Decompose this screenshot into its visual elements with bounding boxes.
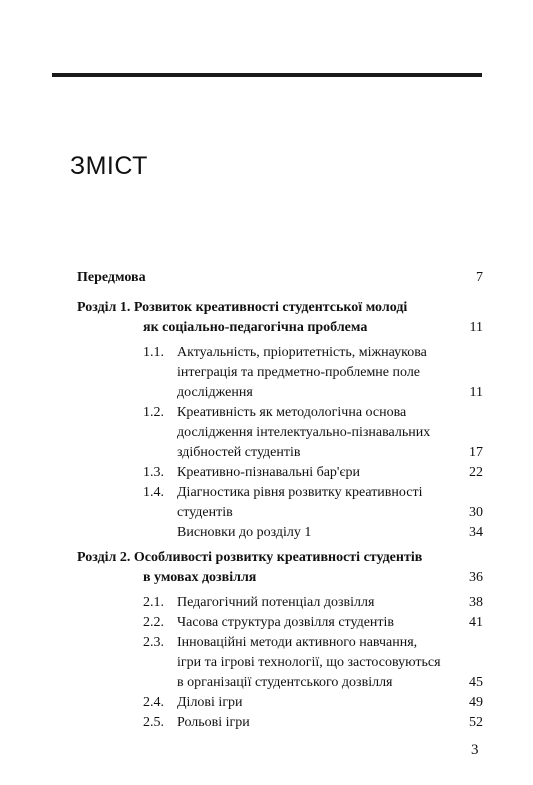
toc-entry-title: як соціально-педагогічна проблема (143, 320, 368, 335)
toc-page-number: 52 (469, 715, 483, 730)
chapter-number: Розділ 2. (77, 550, 131, 565)
toc-entry-title: Висновки до розділу 1 (177, 525, 312, 540)
toc-page-number: 11 (469, 320, 483, 335)
toc-entry-title: Діагностика рівня розвитку креативності (177, 485, 423, 500)
toc-entry-title: Актуальність, пріоритетність, міжнаукова (177, 345, 427, 360)
toc-entry-title: в умовах дозвілля (143, 570, 257, 585)
toc-entry-section-1-1[interactable] (143, 343, 483, 363)
toc-entry-section-1-1-cont[interactable] (177, 383, 483, 403)
toc-page-number: 11 (469, 385, 483, 400)
toc-entry-section-2-5[interactable] (143, 713, 483, 733)
section-number: 1.1. (143, 345, 164, 360)
toc-page-number: 22 (469, 465, 483, 480)
section-number: 1.4. (143, 485, 164, 500)
toc-entry-chapter-2-cont[interactable] (143, 568, 483, 588)
toc-entry-conclusions-1[interactable] (177, 523, 483, 543)
toc-entry-section-1-2-cont (177, 423, 483, 443)
toc-entry-title: дослідження (177, 385, 253, 400)
toc-entry-section-1-1-cont (177, 363, 483, 383)
toc-entry-chapter-1-cont[interactable] (143, 318, 483, 338)
toc-entry-title: Часова структура дозвілля студентів (177, 615, 395, 630)
toc-entry-title: Рольові ігри (177, 715, 250, 730)
section-number: 2.2. (143, 615, 164, 630)
toc-entry-section-1-4[interactable] (143, 483, 483, 503)
toc-entry-title: дослідження інтелектуально-пізнавальних (177, 425, 431, 440)
toc-entry-chapter-2[interactable] (77, 548, 483, 568)
toc-entry-chapter-1[interactable] (77, 298, 483, 318)
toc-entry-section-2-2[interactable] (143, 613, 483, 633)
toc-entry-title: Креативність як методологічна основа (177, 405, 407, 420)
section-number: 2.4. (143, 695, 164, 710)
toc-entry-section-2-1[interactable] (143, 593, 483, 613)
toc-entry-title: інтеграція та предметно-проблемне поле (177, 365, 421, 380)
toc-entry-title: Розвиток креативності студентської молоді (133, 300, 408, 315)
toc-entry-section-1-2[interactable] (143, 403, 483, 423)
toc-page-number: 17 (469, 445, 483, 460)
toc-page-number: 34 (469, 525, 483, 540)
toc-entry-section-2-3-cont (177, 653, 483, 673)
toc-page-number: 7 (476, 270, 483, 285)
page-number: 3 (471, 742, 479, 758)
toc-entry-title: здібностей студентів (177, 445, 301, 460)
toc-page-number: 38 (469, 595, 483, 610)
toc-page-number: 36 (469, 570, 483, 585)
toc-entry-title: в організації студентського дозвілля (177, 675, 393, 690)
section-number: 1.2. (143, 405, 164, 420)
toc-entry-title: Ділові ігри (177, 695, 243, 710)
toc-entry-section-2-3-cont[interactable] (177, 673, 483, 693)
toc-entry-section-1-2-cont[interactable] (177, 443, 483, 463)
toc-entry-section-1-3[interactable] (143, 463, 483, 483)
toc-entry-title: Особливості розвитку креативності студентів (133, 550, 423, 565)
page-title: ЗМІСТ (70, 152, 148, 180)
toc-entry-title: Інноваційні методи активного навчання, (177, 635, 418, 650)
chapter-number: Розділ 1. (77, 300, 131, 315)
toc-page-number: 41 (469, 615, 483, 630)
toc-entry-section-2-4[interactable] (143, 693, 483, 713)
toc-entry-title: студентів (177, 505, 233, 520)
toc-entry-title: Креативно-пізнавальні бар'єри (177, 465, 360, 480)
section-number: 2.1. (143, 595, 164, 610)
toc-entry-title: Педагогічний потенціал дозвілля (177, 595, 375, 610)
section-number: 2.3. (143, 635, 164, 650)
toc-page-number: 49 (469, 695, 483, 710)
section-number: 1.3. (143, 465, 164, 480)
toc-page-number: 45 (469, 675, 483, 690)
toc-entry-title: ігри та ігрові технології, що застосовуються (177, 655, 441, 670)
toc-entry-section-1-4-cont[interactable] (177, 503, 483, 523)
section-number: 2.5. (143, 715, 164, 730)
toc-entry-preface[interactable] (77, 268, 483, 288)
toc-entry-title: Передмова (77, 270, 146, 285)
toc-page-number: 30 (469, 505, 483, 520)
toc-entry-section-2-3[interactable] (143, 633, 483, 653)
